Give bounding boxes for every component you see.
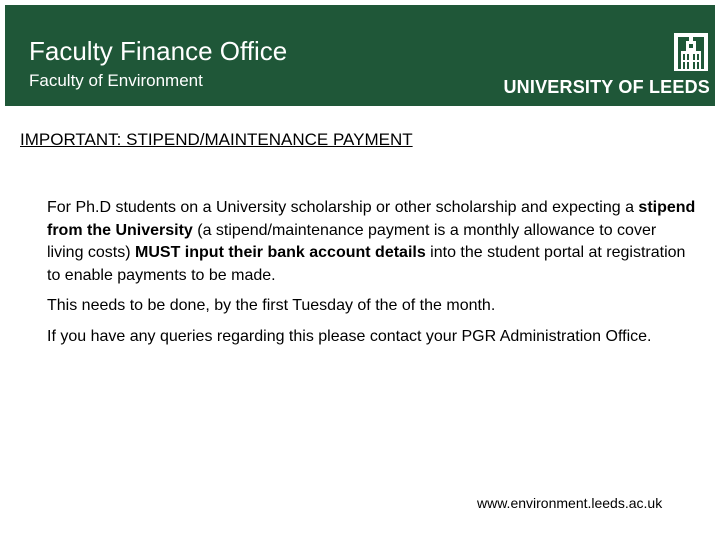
paragraph-text: (a stipend/maintenance payment is a monthly allowance to cover living costs) <box>47 221 657 261</box>
emphasis-stipend: stipend from the University <box>47 199 696 239</box>
university-logo <box>503 33 710 103</box>
notice-body <box>47 197 697 356</box>
tower-icon <box>674 33 708 71</box>
paragraph-text: For Ph.D students on a University scholarship or other scholarship and expecting a <box>47 199 639 216</box>
paragraph-deadline: This needs to be done, by the first Tuesday of the of the month. <box>47 297 496 314</box>
faculty-subtitle: Faculty of Environment <box>29 71 203 90</box>
footer-url: www.environment.leeds.ac.uk <box>477 495 663 511</box>
paragraph-text: into the student portal at registration to enable payments to be made. <box>47 244 686 284</box>
university-wordmark: UNIVERSITY OF LEEDS <box>503 77 710 97</box>
emphasis-bank-details: MUST input their bank account details <box>135 244 426 261</box>
paragraph-contact: If you have any queries regarding this please contact your PGR Administration Office. <box>47 327 652 345</box>
notice-heading: IMPORTANT: STIPEND/MAINTENANCE PAYMENT <box>20 130 413 149</box>
paragraph-scholarship <box>47 197 697 287</box>
header-banner <box>5 5 715 106</box>
page-title: Faculty Finance Office <box>29 36 288 66</box>
